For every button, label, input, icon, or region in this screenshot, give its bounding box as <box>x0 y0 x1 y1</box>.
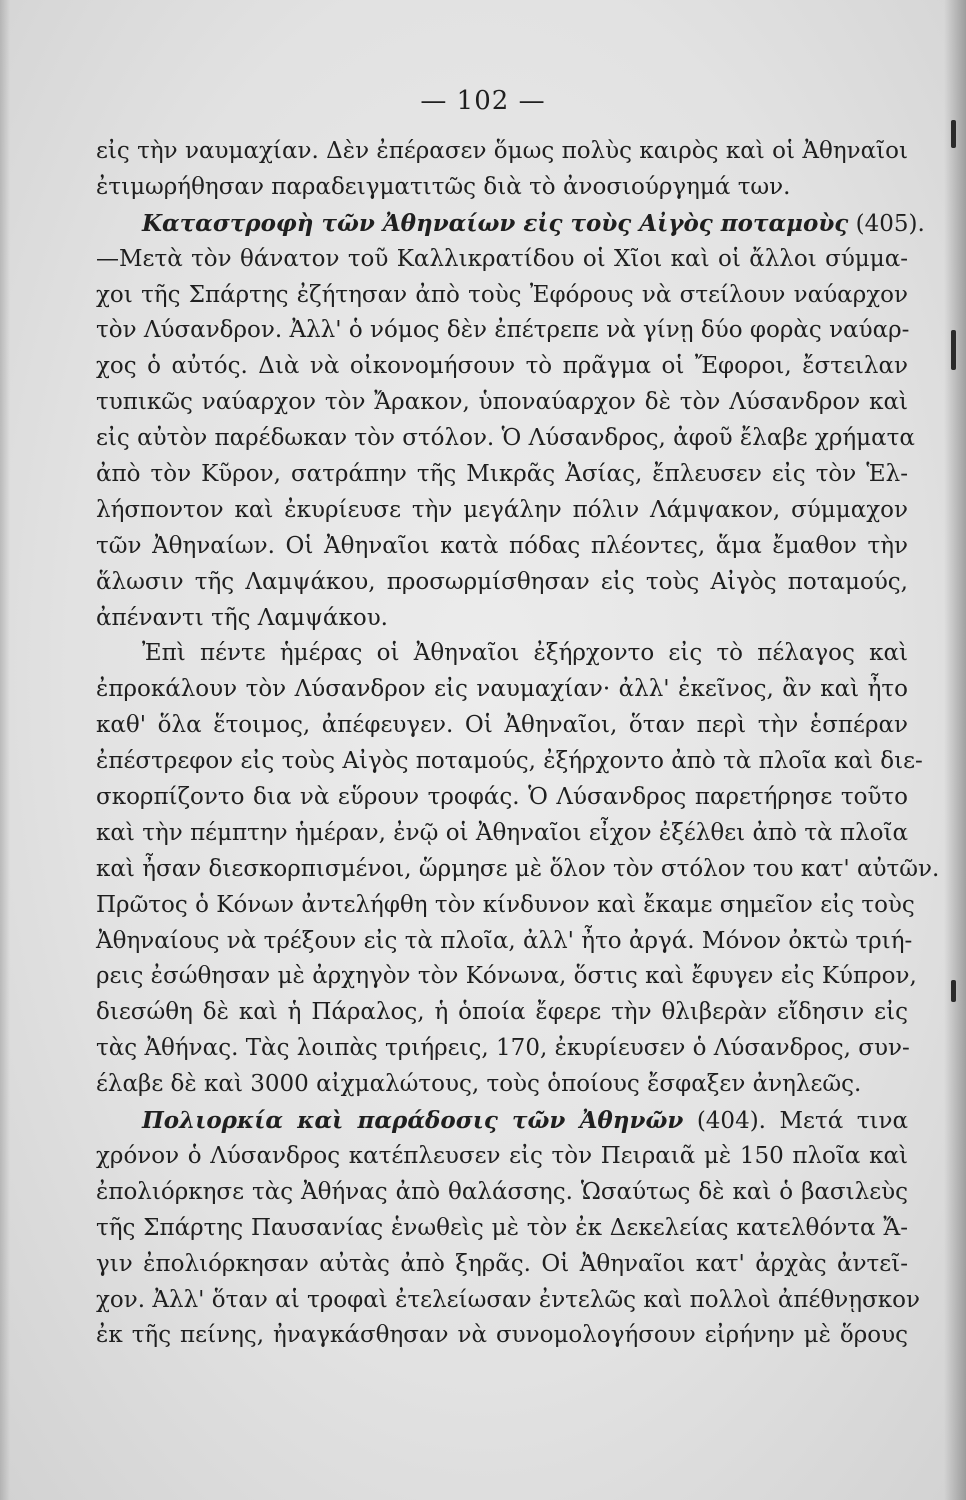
text-line: γιν ἐπολιόρκησαν αὐτὰς ἀπὸ ξηρᾶς. Οἱ Ἀθηναῖοι κατ' ἀρχὰς ἀντεῖ- <box>96 1250 908 1277</box>
text-line: Πρῶτος ὁ Κόνων ἀντελήφθη τὸν κίνδυνον καὶ ἔκαμε σημεῖον εἰς τοὺς <box>96 891 915 918</box>
text-line: ἐπέστρεφον εἰς τοὺς Αἰγὸς ποταμούς, ἐξήρχοντο ἀπὸ τὰ πλοῖα καὶ διε- <box>96 748 923 775</box>
binding-mark <box>951 120 956 148</box>
text-line: ρεις ἐσώθησαν μὲ ἀρχηγὸν τὸν Κόνωνα, ὅστις καὶ ἔφυγεν εἰς Κύπρον, <box>96 963 917 990</box>
text-line: τυπικῶς ναύαρχον τὸν Ἄρακον, ὑποναύαρχον δὲ τὸν Λύσανδρον καὶ <box>96 389 908 416</box>
text-line: τὸν Λύσανδρον. Ἀλλ' ὁ νόμος δὲν ἐπέτρεπε νὰ γίνῃ δύο φορὰς ναύαρ- <box>96 317 910 344</box>
text-line: Ἐπὶ πέντε ἡμέρας οἱ Ἀθηναῖοι ἐξήρχοντο εἰς τὸ πέλαγος καὶ <box>142 640 908 667</box>
text-line: λήσποντον καὶ ἐκυρίευσε τὴν μεγάλην πόλιν Λάμψακον, σύμμαχον <box>96 496 908 523</box>
binding-mark <box>951 980 956 1002</box>
text-line: έλαβε δὲ καὶ 3000 αἰχμαλώτους, τοὺς ὁποίους ἔσφαξεν ἀνηλεῶς. <box>96 1071 862 1098</box>
text-line: σκορπίζοντο δια νὰ εὕρουν τροφάς. Ὁ Λύσανδρος παρετήρησε τοῦτο <box>96 784 908 811</box>
text-line: —Μετὰ τὸν θάνατον τοῦ Καλλικρατίδου οἱ Χῖοι καὶ οἱ ἄλλοι σύμμα- <box>96 245 908 272</box>
text-line: ἐτιμωρήθησαν παραδειγματιτῶς διὰ τὸ ἀνοσιούργημά των. <box>96 173 791 200</box>
section-heading: Πολιορκία καὶ παράδοσις τῶν Ἀθηνῶν <box>142 1107 684 1135</box>
text-line: τὰς Ἀθήνας. Τὰς λοιπὰς τριήρεις, 170, ἐκυρίευσεν ὁ Λύσανδρος, συν- <box>96 1035 910 1062</box>
text-line: εἰς τὴν ναυμαχίαν. Δὲν ἐπέρασεν ὅμως πολὺς καιρὸς καὶ οἱ Ἀθηναῖοι <box>96 138 908 164</box>
text-line: χοι τῆς Σπάρτης ἐζήτησαν ἀπὸ τοὺς Ἐφόρους νὰ στείλουν ναύαρχον <box>96 281 908 308</box>
text-line: καθ' ὅλα ἕτοιμος, ἀπέφευγεν. Οἱ Ἀθηναῖοι, ὅταν περὶ τὴν ἑσπέραν <box>96 712 908 739</box>
text-line: χος ὁ αὐτός. Διὰ νὰ οἰκονομήσουν τὸ πρᾶγμα οἱ Ἔφοροι, ἔστειλαν <box>96 353 908 380</box>
text-line: ἐκ τῆς πείνης, ἠναγκάσθησαν νὰ συνομολογήσουν εἰρήνην μὲ ὅρους <box>96 1322 908 1349</box>
text-line: ἐπολιόρκησε τὰς Ἀθήνας ἀπὸ θαλάσσης. Ὡσαύτως δὲ καὶ ὁ βασιλεὺς <box>96 1178 908 1205</box>
section-heading: Καταστροφὴ τῶν Ἀθηναίων εἰς τοὺς Αἰγὸς ποταμοὺς <box>142 209 849 237</box>
text-line: καὶ τὴν πέμπτην ἡμέραν, ἐνῷ οἱ Ἀθηναῖοι εἶχον ἐξέλθει ἀπὸ τὰ πλοῖα <box>96 819 908 846</box>
text-line: τῶν Ἀθηναίων. Οἱ Ἀθηναῖοι κατὰ πόδας πλέοντες, ἅμα ἔμαθον τὴν <box>96 532 908 559</box>
section-heading-continuation: (404). Μετά τινα <box>683 1108 908 1135</box>
text-line: διεσώθη δὲ καὶ ἡ Πάραλος, ἡ ὁποία ἔφερε τὴν θλιβερὰν εἴδησιν εἰς <box>96 999 908 1026</box>
binding-mark <box>951 330 956 370</box>
text-line: ἅλωσιν τῆς Λαμψάκου, προσωρμίσθησαν εἰς τοὺς Αἰγὸς ποταμούς, <box>96 568 908 595</box>
section-heading-date: (405). <box>848 210 925 237</box>
page-number: — 102 — <box>420 86 546 116</box>
section-heading-line <box>96 1103 908 1139</box>
page-left-shadow <box>0 0 10 1500</box>
text-line: ἀπὸ τὸν Κῦρον, σατράπην τῆς Μικρᾶς Ἀσίας, ἔπλευσεν εἰς τὸν Ἑλ- <box>96 461 908 488</box>
body-text <box>96 134 940 1354</box>
text-line: Ἀθηναίους νὰ τρέξουν εἰς τὰ πλοῖα, ἀλλ' ἦτο ἀργά. Μόνον ὀκτὼ τριή- <box>96 927 913 954</box>
text-line: ἀπέναντι τῆς Λαμψάκου. <box>96 604 388 631</box>
text-line: τῆς Σπάρτης Παυσανίας ἑνωθεὶς μὲ τὸν ἐκ Δεκελείας κατελθόντα Ἄ- <box>96 1214 908 1241</box>
text-line: χρόνον ὁ Λύσανδρος κατέπλευσεν εἰς τὸν Πειραιᾶ μὲ 150 πλοῖα καὶ <box>96 1142 908 1169</box>
section-heading-line <box>96 206 925 242</box>
text-line: ἐπροκάλουν τὸν Λύσανδρον εἰς ναυμαχίαν· ἀλλ' ἐκεῖνος, ἂν καὶ ἦτο <box>96 676 908 703</box>
text-line: καὶ ἦσαν διεσκορπισμένοι, ὥρμησε μὲ ὅλον τὸν στόλον του κατ' αὐτῶν. <box>96 855 940 882</box>
page-right-shadow <box>944 0 966 1500</box>
text-line: εἰς αὐτὸν παρέδωκαν τὸν στόλον. Ὁ Λύσανδρος, ἀφοῦ ἔλαβε χρήματα <box>96 425 915 452</box>
text-line: χον. Ἀλλ' ὅταν αἱ τροφαὶ ἐτελείωσαν ἐντελῶς καὶ πολλοὶ ἀπέθνῃσκον <box>96 1286 920 1313</box>
